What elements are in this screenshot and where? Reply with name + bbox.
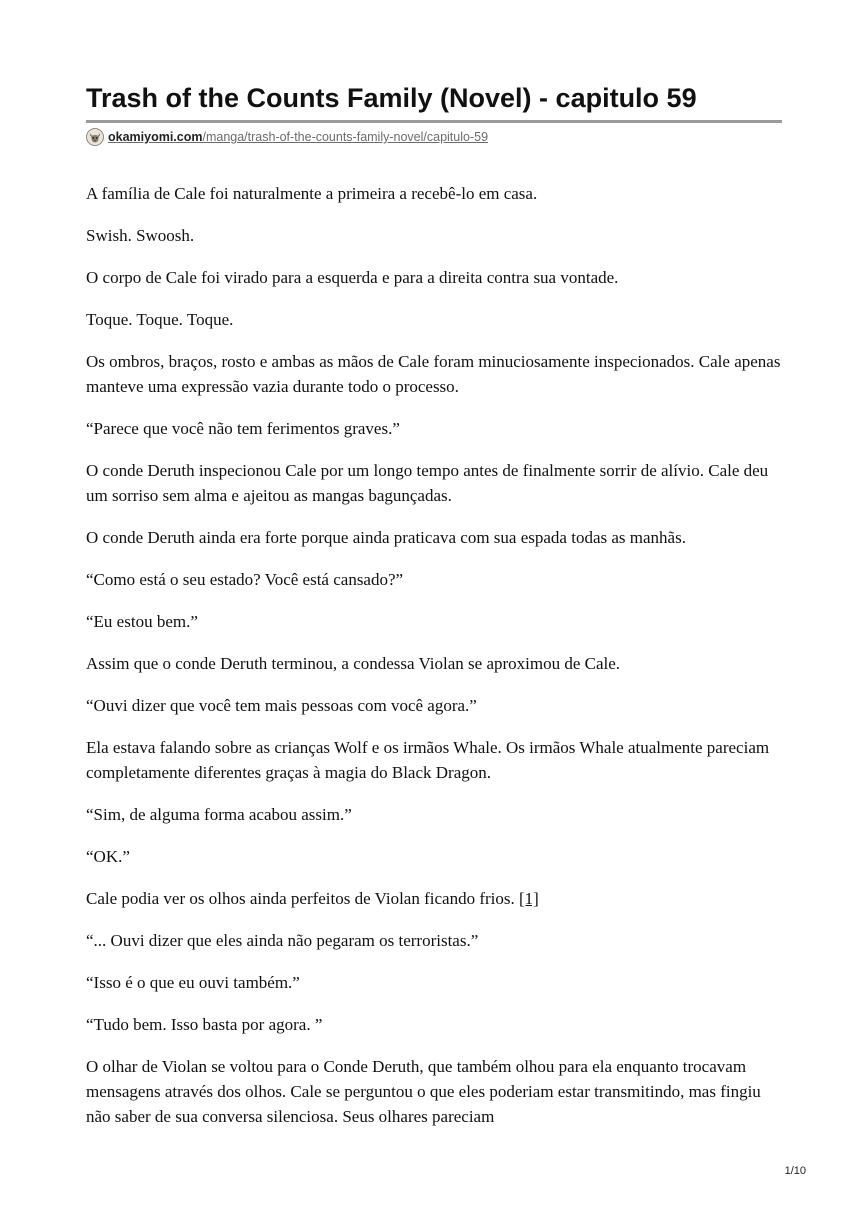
source-url-link[interactable] — [108, 130, 488, 144]
paragraph: O conde Deruth inspecionou Cale por um longo tempo antes de finalmente sorrir de alívio. Cale deu um sorriso sem alma e ajeitou as mangas bagunçadas. — [86, 461, 769, 505]
paragraph: “Como está o seu estado? Você está cansado?” — [86, 570, 404, 589]
source-path: /manga/trash-of-the-counts-family-novel/capitulo-59 — [202, 130, 489, 144]
paragraph: “Isso é o que eu ouvi também.” — [86, 973, 300, 992]
page-number: 1/10 — [784, 1165, 806, 1177]
paragraph: “OK.” — [86, 847, 130, 866]
paragraph: Os ombros, braços, rosto e ambas as mãos de Cale foram minuciosamente inspecionados. Cale apenas manteve uma expressão vazia durante todo o processo. — [86, 352, 781, 396]
paragraph: “Eu estou bem.” — [86, 612, 198, 631]
paragraph: “Ouvi dizer que você tem mais pessoas com você agora.” — [86, 696, 477, 715]
page-title: Trash of the Counts Family (Novel) - capitulo 59 — [86, 83, 697, 113]
paragraph: “Tudo bem. Isso basta por agora. ” — [86, 1015, 323, 1034]
article-body — [86, 181, 786, 1146]
paragraph: Assim que o conde Deruth terminou, a condessa Violan se aproximou de Cale. — [86, 654, 621, 673]
title-divider — [86, 120, 782, 123]
paragraph: “Parece que você não tem ferimentos graves.” — [86, 419, 400, 438]
paragraph: “... Ouvi dizer que eles ainda não pegaram os terroristas.” — [86, 931, 479, 950]
paragraph: Toque. Toque. Toque. — [86, 310, 234, 329]
paragraph: Swish. Swoosh. — [86, 226, 195, 245]
paragraph-with-footnote — [86, 886, 786, 911]
paragraph: A família de Cale foi naturalmente a primeira a recebê-lo em casa. — [86, 184, 538, 203]
source-link-row — [86, 128, 488, 146]
paragraph-text: Cale podia ver os olhos ainda perfeitos de Violan ficando frios. — [86, 889, 515, 908]
source-domain: okamiyomi.com — [108, 130, 203, 144]
wolf-logo-icon — [86, 128, 104, 146]
paragraph: O corpo de Cale foi virado para a esquerda e para a direita contra sua vontade. — [86, 268, 619, 287]
footnote-link[interactable]: [1] — [519, 889, 539, 908]
paragraph: O olhar de Violan se voltou para o Conde Deruth, que também olhou para ela enquanto trocavam mensagens através dos olhos. Cale se perguntou o que eles poderiam estar transmitindo, mas fingiu não saber de sua conversa silenciosa. Seus olhares pareciam — [86, 1057, 761, 1126]
paragraph: O conde Deruth ainda era forte porque ainda praticava com sua espada todas as manhãs. — [86, 528, 686, 547]
paragraph: Ela estava falando sobre as crianças Wolf e os irmãos Whale. Os irmãos Whale atualmente pareciam completamente diferentes graças à magia do Black Dragon. — [86, 738, 770, 782]
paragraph: “Sim, de alguma forma acabou assim.” — [86, 805, 352, 824]
